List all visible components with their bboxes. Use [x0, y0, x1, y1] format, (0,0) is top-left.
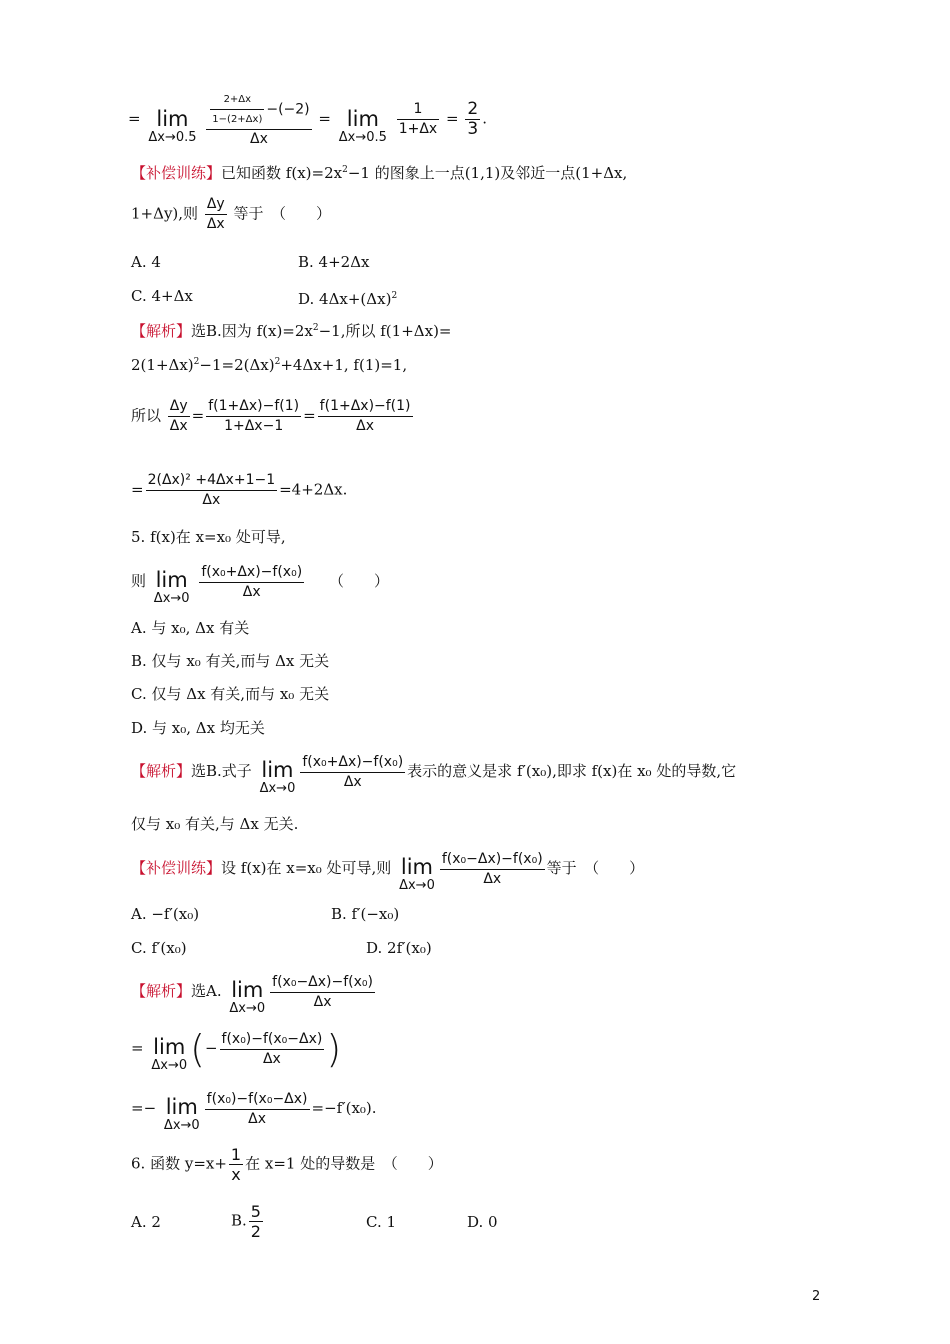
q6-option-d: D. 0	[467, 1213, 498, 1231]
q6-option-c: C. 1	[366, 1213, 397, 1231]
q5b-option-d: D. 2f′(x₀)	[366, 939, 432, 957]
question-5-expression: 则 lim Δx→0 $\frac{\text{f(x₀+Δx)−f(x₀)}}{\Delta x}$ （ ）	[131, 563, 389, 606]
q5b-option-a: A. −f′(x₀)	[131, 905, 200, 923]
limit-operator: lim Δx→0.5	[148, 106, 197, 145]
q6-option-a: A. 2	[131, 1213, 161, 1231]
q6-option-b: B. $\frac{5}{2}$	[231, 1202, 261, 1241]
option-d: D. $4\Delta x+(\Delta x)^2$	[298, 290, 398, 308]
solution-5: 【解析】选B.式子 lim Δx→0 $\frac{\text{f(x₀+Δx)−f(x₀)}}{\Delta x}$ 表示的意义是求 f′(x₀),即求 f(x)在 x₀ 处的导数,它	[131, 753, 737, 796]
q5b-option-c: C. f′(x₀)	[131, 939, 187, 957]
limit-operator-2: lim Δx→0.5	[338, 106, 387, 145]
inner-fraction: $\frac{2+\Delta x}{1-(2+\Delta x)}$	[210, 90, 264, 129]
exercise-question-line2: 1+Δy),则 $\frac{\Delta y}{\Delta x}$ 等于 （ ）	[131, 196, 331, 232]
fraction: $\frac{1}{1+\Delta x}$	[398, 101, 438, 137]
page-number: 2	[812, 1289, 821, 1304]
dy-dx-fraction: $\frac{\Delta y}{\Delta x}$	[206, 196, 225, 232]
limit-equation-line: = lim Δx→0.5 $\frac{2+\Delta x}{1-(2+\Delta x)}$ −(−2) Δx = lim Δx→0.5 $\frac{1}{1+\Delta x}$ = $\frac{2}{3}$ .	[128, 90, 487, 149]
solution-line4: = $\frac{\text{2(Δx)² +4Δx+1−1}}{\Delta x}$ =4+2Δx.	[131, 472, 348, 508]
question-5-title: 5. f(x)在 x=x₀ 处可导,	[131, 528, 286, 546]
solution-line3: 所以 $\frac{\Delta y}{\Delta x}$ = $\frac{f(1+\Delta x)-f(1)}{1+\Delta x-1}$ = $\frac{f(1+\Delta x)-f(1)}{\Delta x}$	[131, 398, 411, 434]
option-c: C. 4+Δx	[131, 287, 193, 305]
solution-5-line2: 仅与 x₀ 有关,与 Δx 无关.	[131, 815, 299, 833]
question-6: 6. 函数 y=x+ $\frac{1}{x}$ 在 x=1 处的导数是 （ ）	[131, 1145, 443, 1184]
q5-option-a: A. 与 x₀, Δx 有关	[131, 619, 250, 637]
exercise-question: 【补偿训练】已知函数 $f(x)=2x^2-1$ 的图象上一点(1,1)及邻近一点(1+Δx,	[131, 164, 628, 182]
option-b: B. 4+2Δx	[298, 253, 370, 271]
q5b-option-b: B. f′(−x₀)	[331, 905, 400, 923]
exercise-5b: 【补偿训练】设 f(x)在 x=x₀ 处可导,则 lim Δx→0 $\frac{\text{f(x₀−Δx)−f(x₀)}}{\Delta x}$ 等于 （ ）	[131, 850, 645, 893]
q5-option-b: B. 仅与 x₀ 有关,而与 Δx 无关	[131, 652, 330, 670]
solution-line2: $2(1+\Delta x)^2-1=2(\Delta x)^2+4\Delta x+1$, f(1)=1,	[131, 356, 408, 374]
q5-option-d: D. 与 x₀, Δx 均无关	[131, 719, 265, 737]
solution-5b-line1: 【解析】选A. lim Δx→0 $\frac{\text{f(x₀−Δx)−f(x₀)}}{\Delta x}$	[131, 973, 373, 1016]
equals-sign: =	[128, 109, 141, 128]
solution-line1: 【解析】选B.因为 $f(x)=2x^2-1$,所以 f(1+Δx)=	[131, 322, 452, 340]
q5-option-c: C. 仅与 Δx 有关,而与 x₀ 无关	[131, 685, 330, 703]
option-a: A. 4	[131, 253, 161, 271]
solution-5b-line2: = lim Δx→0 (− $\frac{\text{f(x₀)−f(x₀−Δx)}}{\Delta x}$ )	[131, 1027, 342, 1073]
result-fraction: $\frac{2}{3}$	[467, 99, 479, 139]
compound-fraction: $\frac{2+\Delta x}{1-(2+\Delta x)}$ −(−2) Δx	[206, 90, 311, 149]
solution-5b-line3: =− lim Δx→0 $\frac{\text{f(x₀)−f(x₀−Δx)}}{\Delta x}$ =−f′(x₀).	[131, 1090, 377, 1133]
solution-tag: 【解析】	[131, 322, 192, 340]
exercise-tag: 【补偿训练】	[131, 164, 222, 182]
